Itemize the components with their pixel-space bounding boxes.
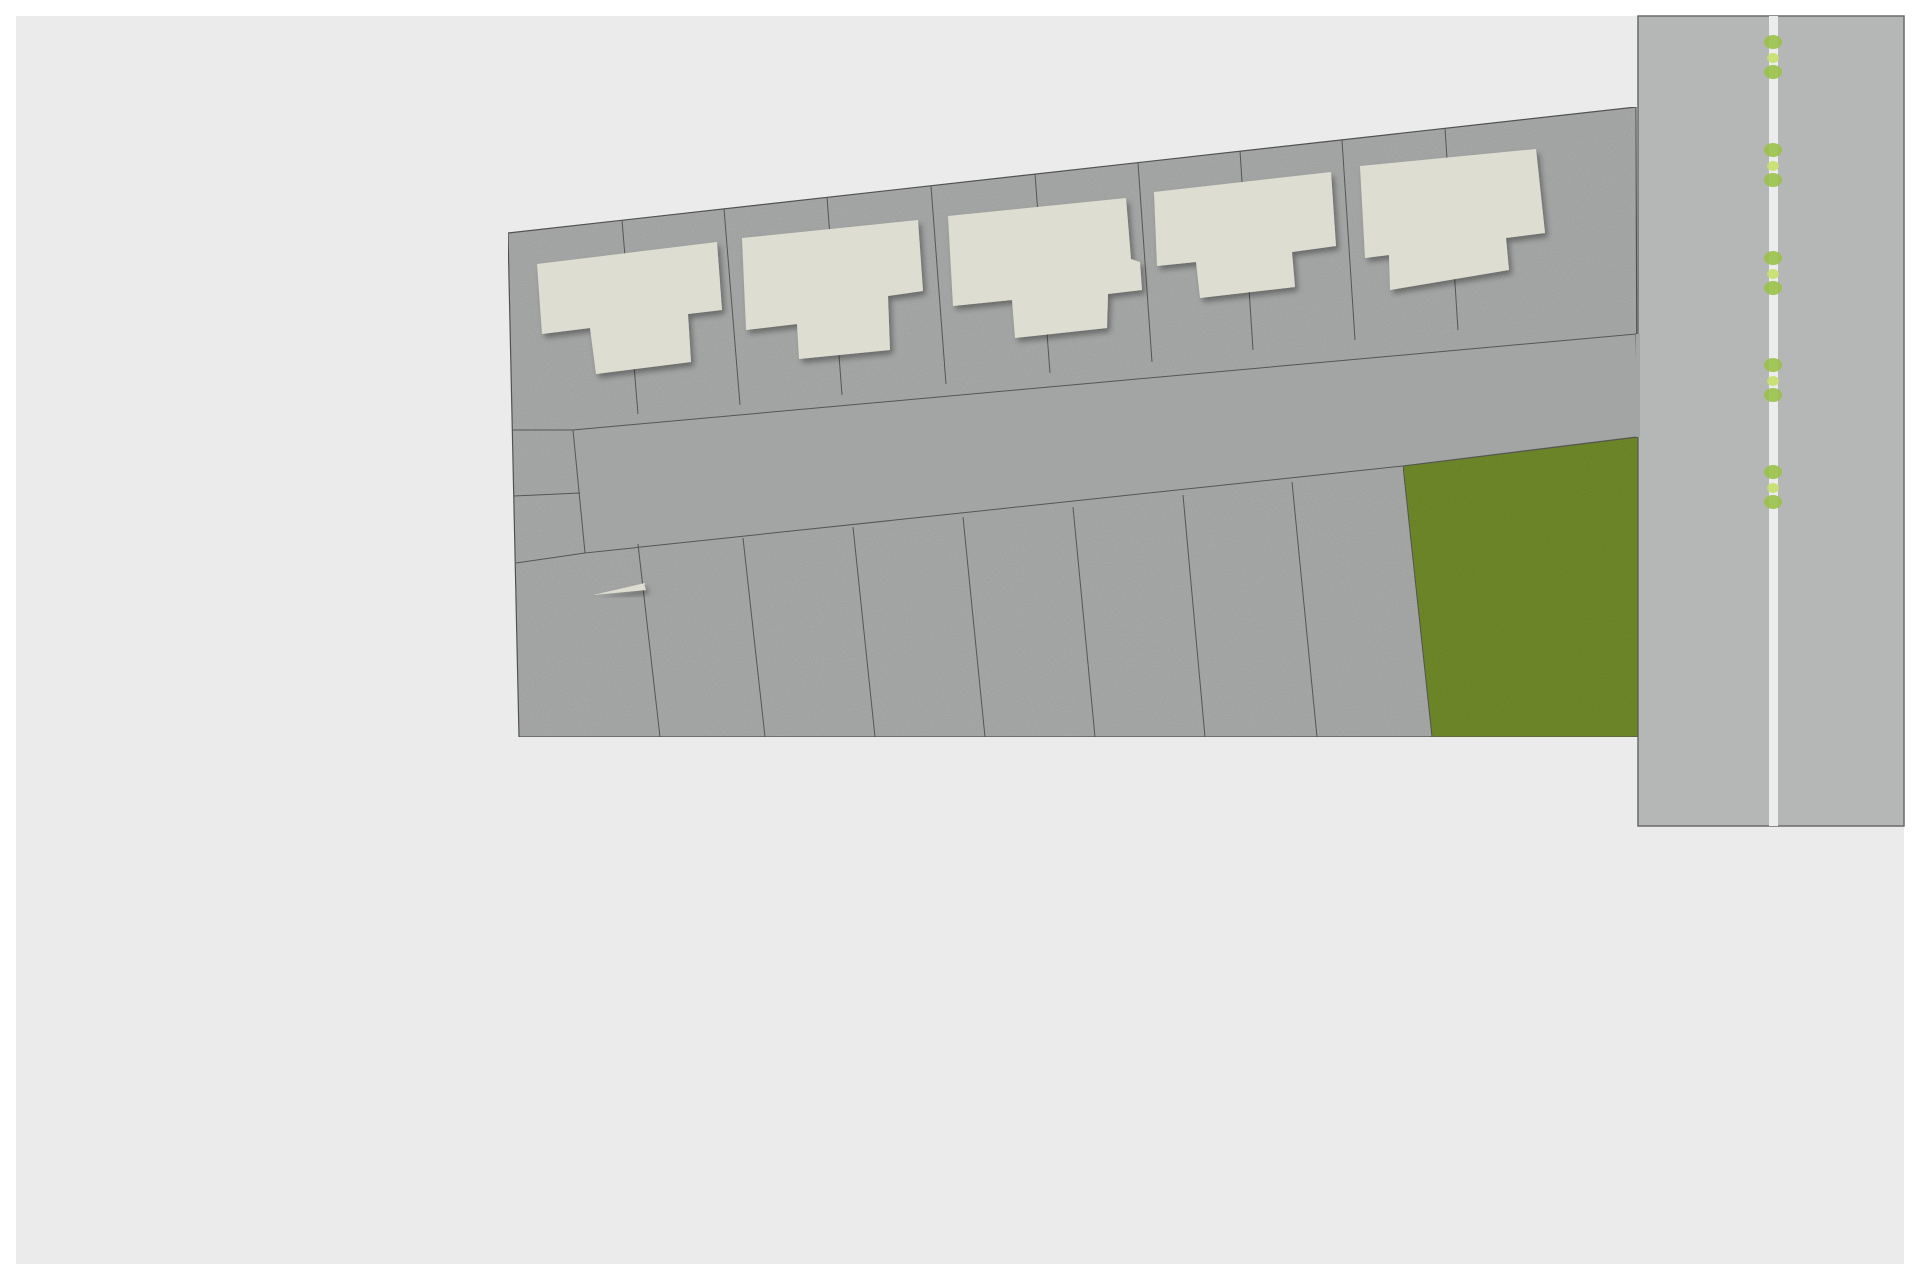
common-plot <box>1403 437 1638 737</box>
main-road <box>1638 16 1904 826</box>
